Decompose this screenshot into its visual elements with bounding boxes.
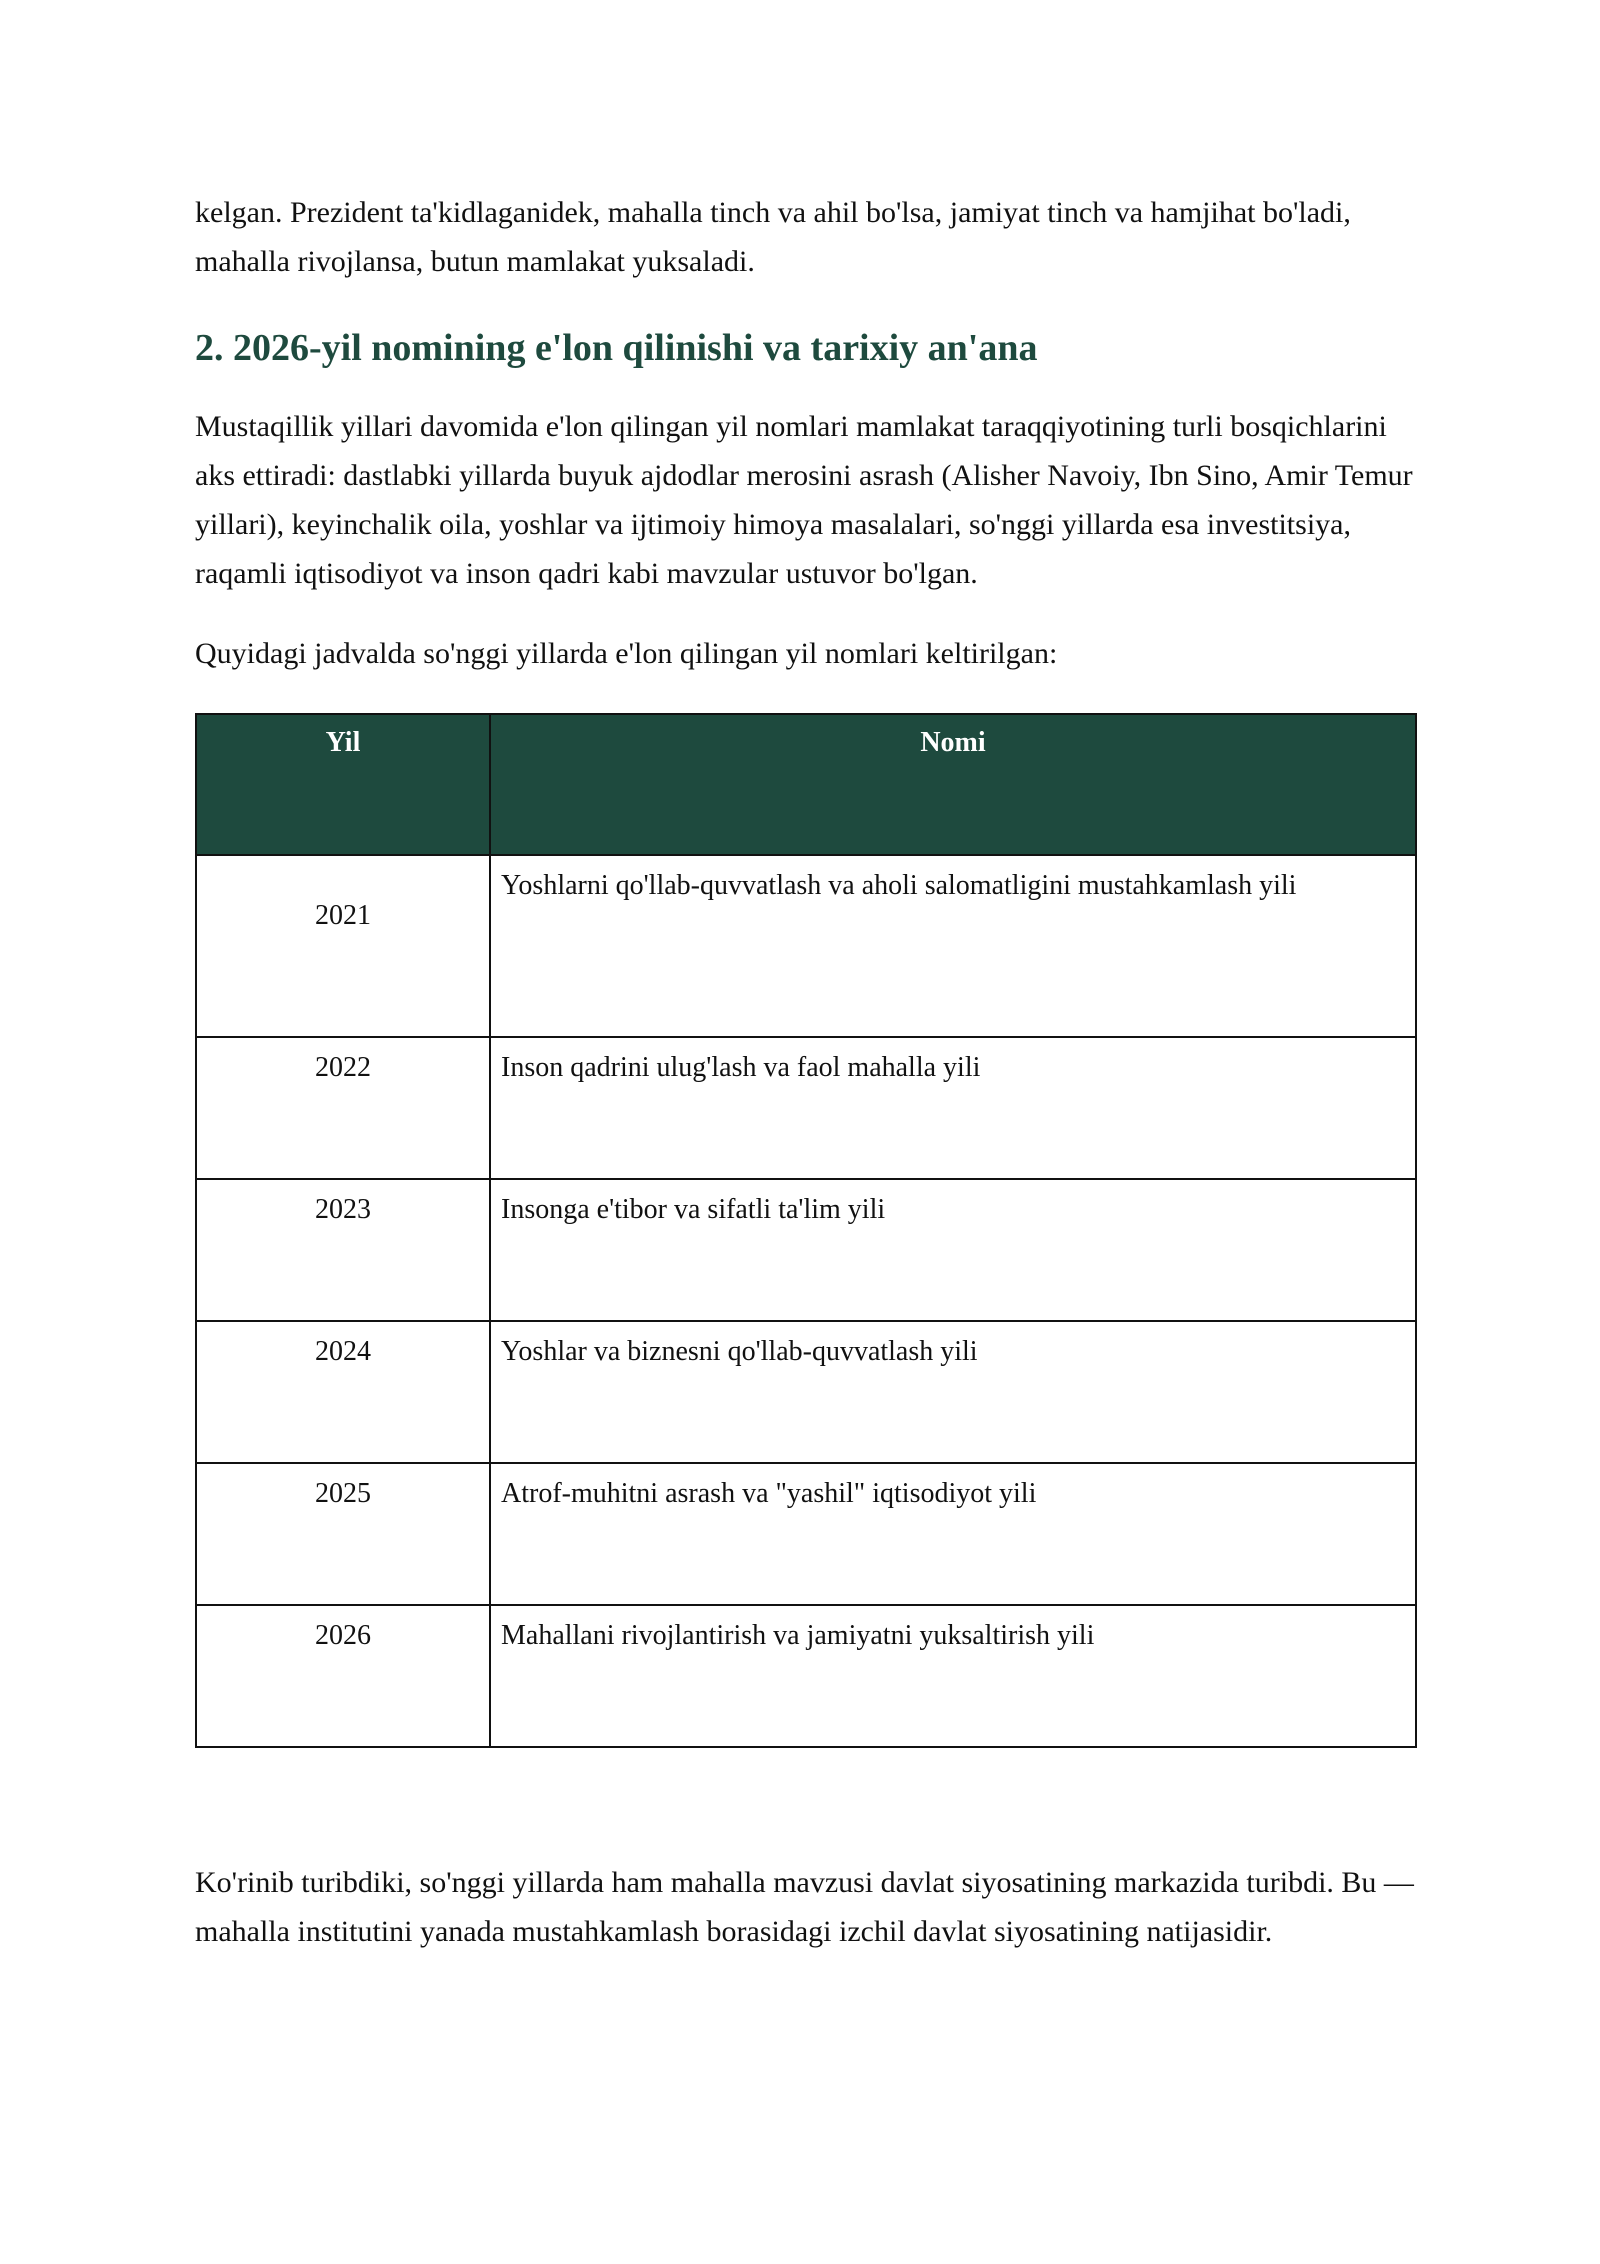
header-name: Nomi — [490, 714, 1416, 855]
table-row — [196, 1037, 1416, 1179]
table-header-row — [196, 714, 1416, 855]
name-cell: Insonga e'tibor va sifatli ta'lim yili — [490, 1179, 1416, 1321]
history-paragraph: Mustaqillik yillari davomida e'lon qilingan yil nomlari mamlakat taraqqiyotining turli bosqichlarini aks ettiradi: dastlabki yillarda buyuk ajdodlar merosini asrash (Alisher Navoiy, Ibn Sino, Amir Temur yillari), keyinchalik oila, yoshlar va ijtimoiy himoya masalalari, so'nggi yillarda esa investitsiya, raqamli iqtisodiyot va inson qadri kabi mavzular ustuvor bo'lgan. — [195, 410, 1413, 590]
year-names-table — [195, 713, 1417, 1748]
year-cell: 2023 — [196, 1179, 490, 1321]
year-cell: 2021 — [196, 855, 490, 1037]
section-heading: 2. 2026-yil nomining e'lon qilinishi va tarixiy an'ana — [195, 327, 1038, 369]
table-row — [196, 1321, 1416, 1463]
table-row — [196, 1179, 1416, 1321]
conclusion-paragraph: Ko'rinib turibdiki, so'nggi yillarda ham mahalla mavzusi davlat siyosatining markazida turibdi. Bu — mahalla institutini yanada mustahkamlash borasidagi izchil davlat siyosatining natijasidir. — [195, 1866, 1414, 1948]
document-page — [195, 188, 1425, 1956]
table-row — [196, 1463, 1416, 1605]
name-cell: Yoshlarni qo'llab-quvvatlash va aholi salomatligini mustahkamlash yili — [490, 855, 1416, 1037]
table-row — [196, 1605, 1416, 1747]
name-cell: Inson qadrini ulug'lash va faol mahalla yili — [490, 1037, 1416, 1179]
name-cell: Yoshlar va biznesni qo'llab-quvvatlash yili — [490, 1321, 1416, 1463]
intro-paragraph: kelgan. Prezident ta'kidlaganidek, mahalla tinch va ahil bo'lsa, jamiyat tinch va hamjihat bo'ladi, mahalla rivojlansa, butun mamlakat yuksaladi. — [195, 196, 1351, 278]
table-row — [196, 855, 1416, 1037]
year-cell: 2024 — [196, 1321, 490, 1463]
name-cell: Atrof-muhitni asrash va "yashil" iqtisodiyot yili — [490, 1463, 1416, 1605]
year-cell: 2026 — [196, 1605, 490, 1747]
header-year: Yil — [196, 714, 490, 855]
year-cell: 2022 — [196, 1037, 490, 1179]
name-cell: Mahallani rivojlantirish va jamiyatni yuksaltirish yili — [490, 1605, 1416, 1747]
year-cell: 2025 — [196, 1463, 490, 1605]
table-intro-paragraph: Quyidagi jadvalda so'nggi yillarda e'lon qilingan yil nomlari keltirilgan: — [195, 637, 1058, 670]
